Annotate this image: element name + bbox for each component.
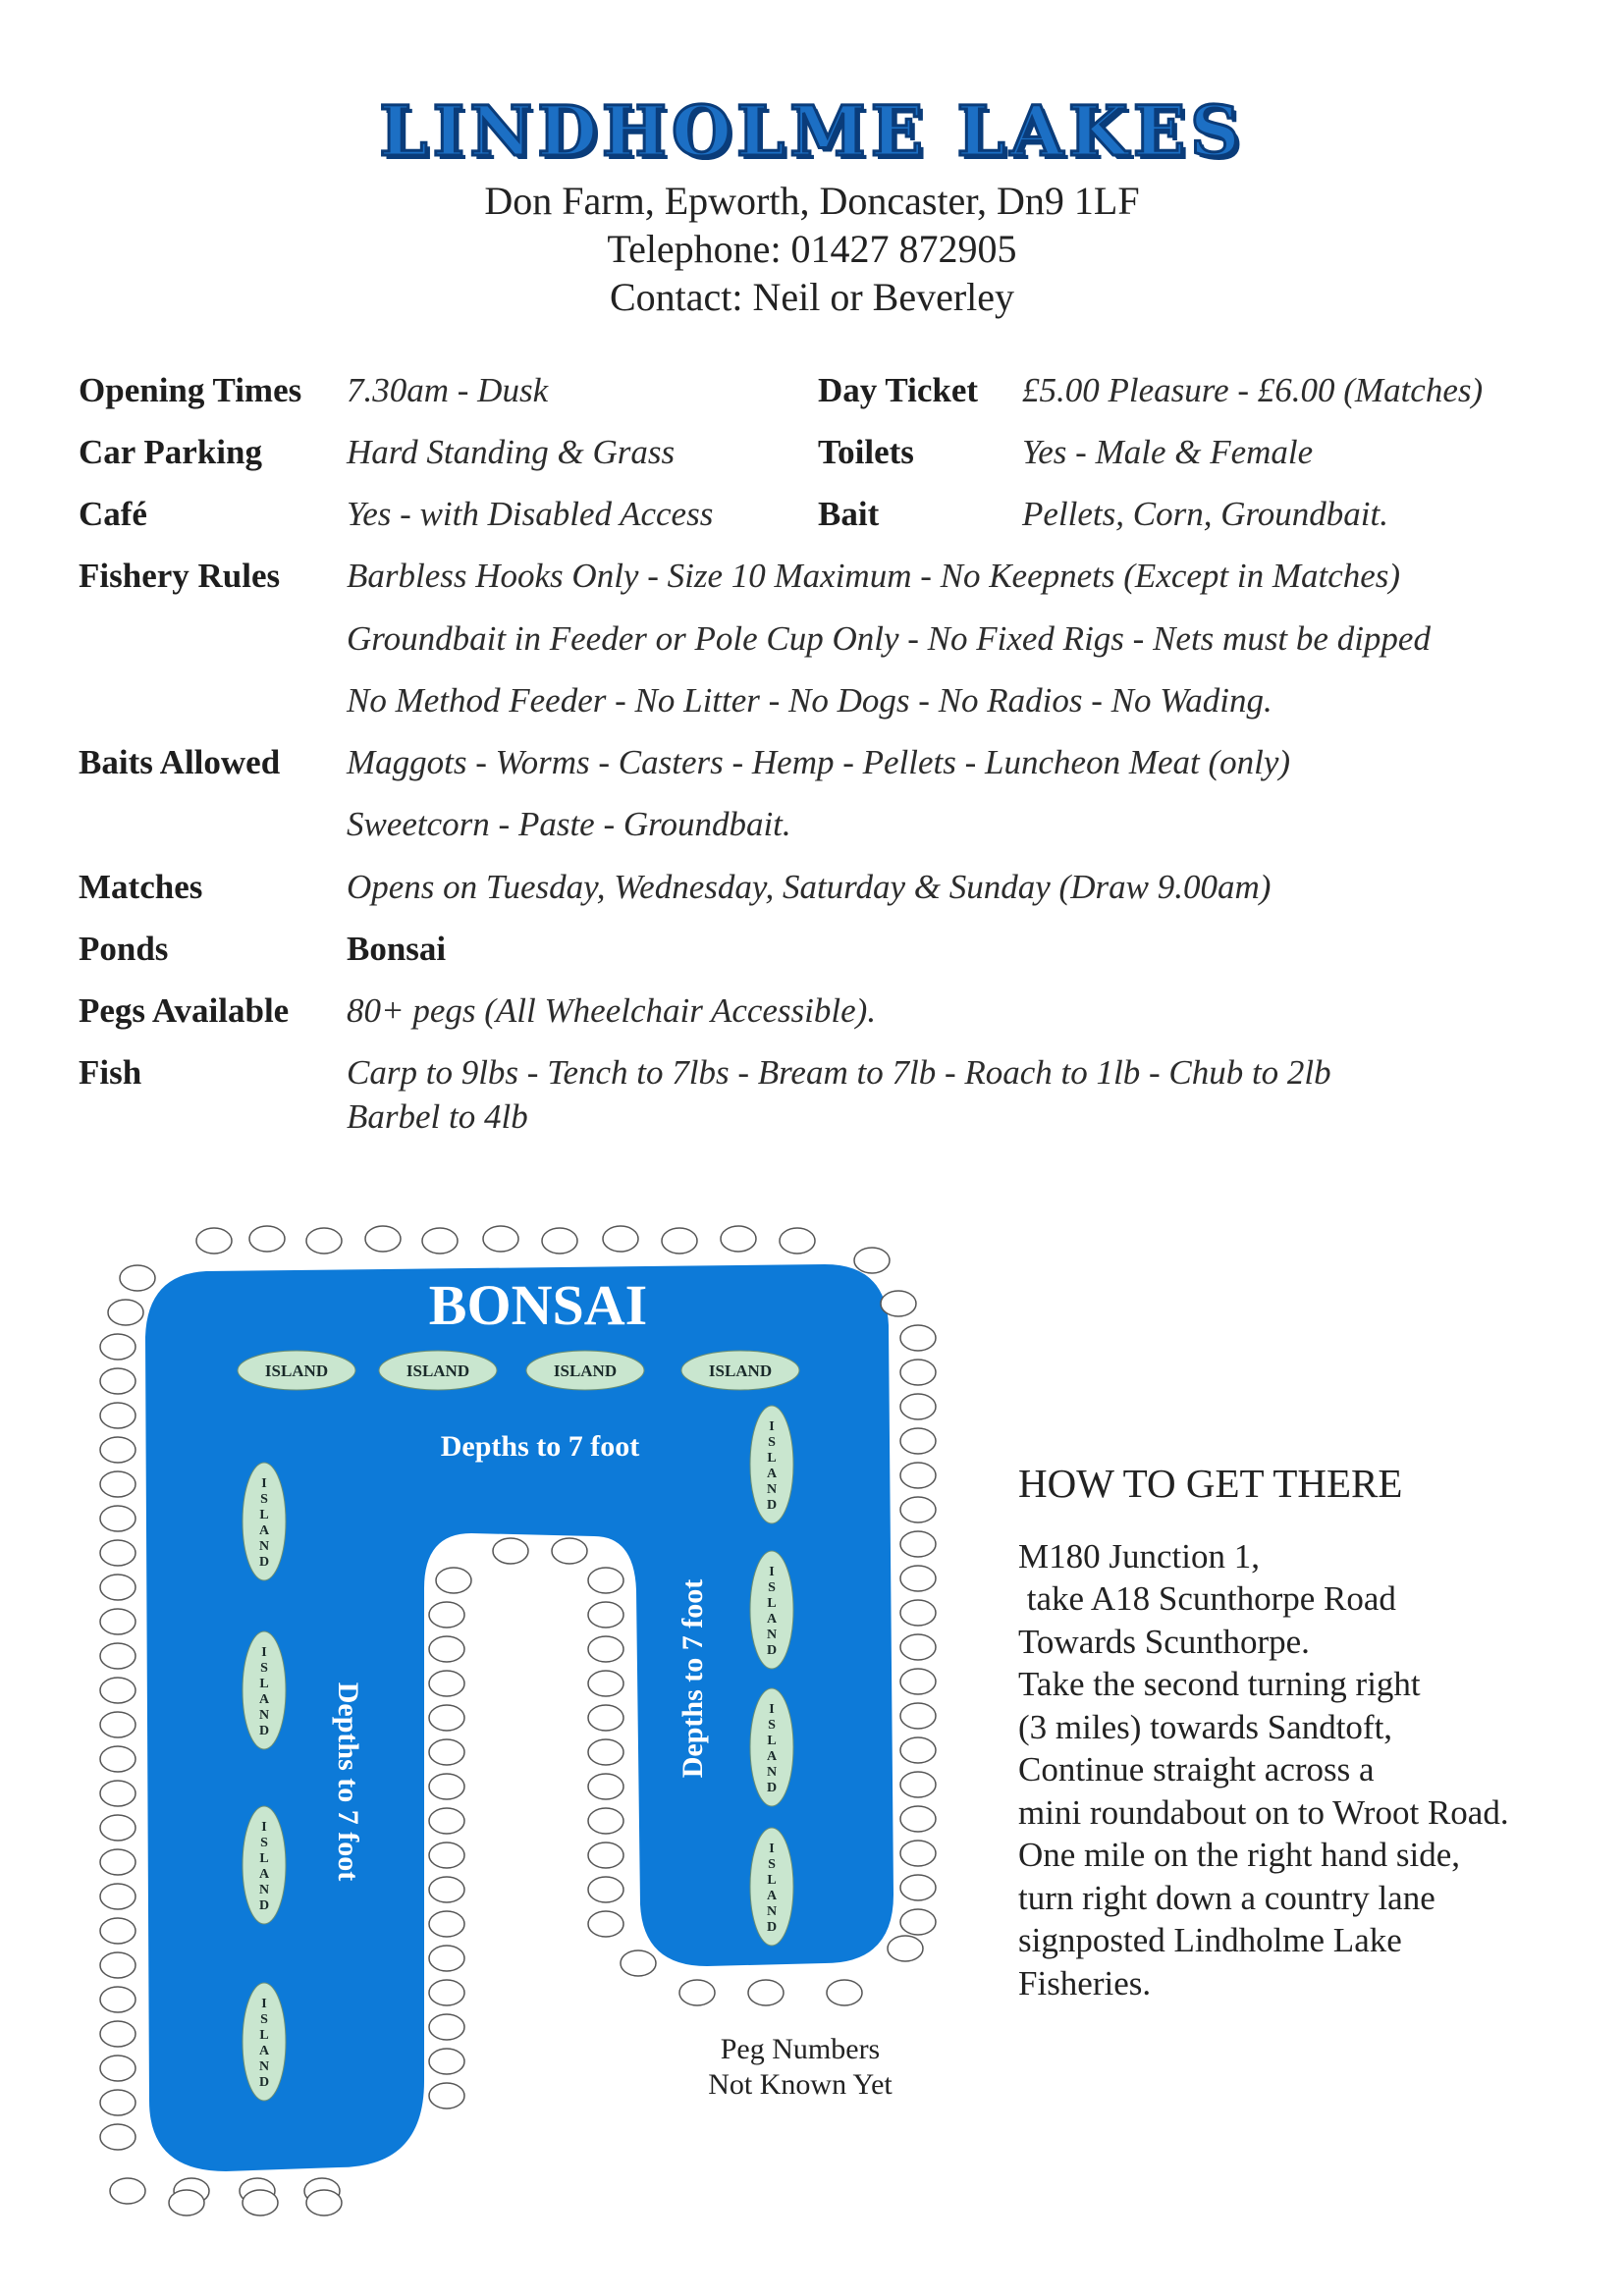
island-label-letter: N (258, 1883, 270, 1897)
address-line: Don Farm, Epworth, Doncaster, Dn9 1LF (484, 179, 1140, 223)
directions-block (1018, 1463, 1509, 2004)
island-label-letter: A (766, 1889, 778, 1903)
peg-marker (900, 1703, 936, 1729)
peg-marker (196, 1228, 232, 1254)
island-label-letter: N (258, 1708, 270, 1723)
peg-marker (249, 1226, 285, 1252)
peg-marker (588, 1636, 623, 1662)
island-label-letter: D (258, 2075, 270, 2090)
pegs-available-label: Pegs Available (79, 991, 290, 1030)
peg-marker (588, 1808, 623, 1834)
island (750, 1828, 793, 1946)
island-label-letter: N (766, 1765, 778, 1780)
peg-marker (900, 1428, 936, 1454)
peg-marker (588, 1739, 623, 1765)
island-label-letter: N (258, 2059, 270, 2074)
peg-marker (429, 1774, 464, 1799)
peg-marker (100, 1643, 135, 1669)
peg-marker (900, 1600, 936, 1626)
peg-marker (854, 1248, 890, 1273)
peg-marker (552, 1538, 587, 1564)
depth-label: Depths to 7 foot (332, 1682, 364, 1882)
peg-marker (900, 1531, 936, 1557)
peg-marker (100, 1575, 135, 1600)
peg-marker (588, 1568, 623, 1593)
directions-line: turn right down a country lane (1018, 1878, 1435, 1917)
peg-marker (900, 1669, 936, 1694)
peg-marker (436, 1568, 471, 1593)
island-label-letter: A (258, 1692, 270, 1707)
peg-marker (100, 1437, 135, 1463)
ponds-label: Ponds (79, 930, 169, 968)
island-label-letter: D (258, 1555, 270, 1570)
page-title: LINDHOLME LAKES (379, 90, 1245, 172)
peg-marker (429, 1705, 464, 1731)
peg-marker (588, 1911, 623, 1937)
peg-marker (483, 1226, 518, 1252)
peg-marker (429, 1636, 464, 1662)
peg-marker (306, 2190, 342, 2216)
island-label-letter: N (766, 1482, 778, 1497)
island-label-letter: I (261, 1645, 267, 1660)
island (681, 1351, 799, 1390)
island-label-letter: I (769, 1565, 775, 1579)
peg-marker (900, 1634, 936, 1660)
directions-line: Towards Scunthorpe. (1018, 1622, 1310, 1661)
pond-name: BONSAI (428, 1273, 648, 1337)
peg-marker (900, 1394, 936, 1419)
island-label-letter: I (261, 1476, 267, 1491)
island-label-letter: S (260, 1492, 268, 1507)
peg-marker (588, 1774, 623, 1799)
peg-marker (243, 2190, 278, 2216)
island-label-letter: S (768, 1580, 776, 1595)
island-label-letter: D (766, 1781, 778, 1795)
peg-marker (100, 1471, 135, 1497)
pegs-available-value: 80+ pegs (All Wheelchair Accessible). (347, 991, 877, 1030)
peg-marker (306, 1228, 342, 1254)
matches-label: Matches (79, 868, 203, 906)
peg-marker (827, 1980, 862, 2005)
island (379, 1351, 497, 1390)
peg-marker (100, 1609, 135, 1634)
peg-marker (900, 1566, 936, 1591)
peg-marker (100, 2021, 135, 2047)
peg-marker (888, 1936, 923, 1961)
bait-value: Pellets, Corn, Groundbait. (1022, 495, 1389, 533)
fish-line: Barbel to 4lb (347, 1097, 528, 1136)
peg-marker (429, 2083, 464, 2109)
peg-marker (900, 1325, 936, 1351)
telephone-line: Telephone: 01427 872905 (607, 227, 1017, 271)
peg-marker (900, 1806, 936, 1832)
peg-marker (780, 1228, 815, 1254)
directions-line: take A18 Scunthorpe Road (1018, 1579, 1396, 1618)
directions-line: Continue straight across a (1018, 1750, 1375, 1789)
directions-line: mini roundabout on to Wroot Road. (1018, 1792, 1509, 1832)
island-label-letter: L (767, 1451, 777, 1466)
island-label-letter: S (260, 1661, 268, 1676)
car-parking-label: Car Parking (79, 433, 262, 471)
island-label-letter: D (766, 1643, 778, 1658)
baits-allowed-line: Maggots - Worms - Casters - Hemp - Pellets - Luncheon Meat (only) (347, 743, 1291, 781)
peg-marker (662, 1228, 697, 1254)
fishery-rules-line: No Method Feeder - No Litter - No Dogs - No Radios - No Wading. (347, 681, 1272, 720)
island-label-letter: A (258, 2044, 270, 2058)
island-label-letter: L (259, 1508, 269, 1522)
peg-marker (621, 1950, 656, 1976)
peg-marker (100, 1884, 135, 1909)
cafe-label: Café (79, 495, 147, 533)
peg-marker (100, 2124, 135, 2150)
peg-marker (429, 1602, 464, 1628)
island-label-letter: N (766, 1904, 778, 1919)
peg-marker (429, 1671, 464, 1696)
peg-note-line: Not Known Yet (708, 2068, 893, 2101)
peg-marker (588, 1602, 623, 1628)
directions-line: One mile on the right hand side, (1018, 1836, 1461, 1874)
peg-marker (169, 2190, 204, 2216)
peg-marker (110, 2178, 145, 2204)
island-label-letter: I (769, 1419, 775, 1434)
island-label-letter: L (767, 1873, 777, 1888)
island-label-letter: A (766, 1749, 778, 1764)
island (243, 1983, 286, 2101)
directions-line: signposted Lindholme Lake (1018, 1921, 1402, 1959)
peg-marker (603, 1226, 638, 1252)
directions-line: Fisheries. (1018, 1963, 1152, 2002)
island-label-letter: L (259, 1677, 269, 1691)
island (243, 1463, 286, 1580)
island-label-letter: I (261, 1820, 267, 1835)
island-label-letter: A (258, 1867, 270, 1882)
peg-marker (900, 1909, 936, 1935)
peg-marker (108, 1300, 143, 1325)
peg-marker (588, 1842, 623, 1868)
island-label: ISLAND (553, 1362, 618, 1380)
peg-marker (748, 1980, 784, 2005)
peg-marker (100, 1540, 135, 1566)
peg-marker (100, 1368, 135, 1394)
peg-marker (429, 2014, 464, 2040)
island-label-letter: A (258, 1523, 270, 1538)
peg-marker (100, 1987, 135, 2012)
island (750, 1551, 793, 1669)
island-label-letter: I (769, 1842, 775, 1856)
peg-marker (429, 1877, 464, 1902)
island-label-letter: S (260, 1836, 268, 1850)
peg-marker (429, 1808, 464, 1834)
island (526, 1351, 644, 1390)
island-label-letter: D (766, 1498, 778, 1513)
island-label-letter: S (260, 2012, 268, 2027)
island-label-letter: S (768, 1857, 776, 1872)
island-label-letter: N (766, 1628, 778, 1642)
peg-marker (422, 1228, 458, 1254)
peg-marker (100, 1918, 135, 1944)
island (750, 1406, 793, 1523)
island-label-letter: A (766, 1467, 778, 1481)
island-label-letter: N (258, 1539, 270, 1554)
peg-marker (588, 1671, 623, 1696)
island-label: ISLAND (264, 1362, 329, 1380)
peg-marker (493, 1538, 528, 1564)
fishery-rules-label: Fishery Rules (79, 557, 281, 595)
fishery-rules-line: Groundbait in Feeder or Pole Cup Only - No Fixed Rigs - Nets must be dipped (347, 619, 1431, 658)
peg-marker (900, 1463, 936, 1488)
peg-marker (881, 1291, 916, 1316)
depth-label: Depths to 7 foot (677, 1578, 709, 1779)
day-ticket-value: £5.00 Pleasure - £6.00 (Matches) (1022, 371, 1484, 409)
directions-line: (3 miles) towards Sandtoft, (1018, 1707, 1393, 1746)
peg-marker (429, 2049, 464, 2074)
peg-marker (429, 1980, 464, 2005)
island (243, 1806, 286, 1924)
opening-times-value: 7.30am - Dusk (347, 371, 549, 409)
island (750, 1688, 793, 1806)
toilets-label: Toilets (818, 433, 914, 471)
peg-marker (100, 1781, 135, 1806)
peg-marker (900, 1360, 936, 1385)
contact-line: Contact: Neil or Beverley (609, 275, 1015, 319)
peg-marker (100, 1746, 135, 1772)
directions-line: M180 Junction 1, (1018, 1536, 1260, 1575)
peg-marker (900, 1841, 936, 1866)
car-parking-value: Hard Standing & Grass (347, 433, 676, 471)
depth-label: Depths to 7 foot (440, 1430, 640, 1463)
peg-marker (100, 1815, 135, 1841)
peg-marker (429, 1911, 464, 1937)
peg-marker (365, 1226, 401, 1252)
peg-marker (900, 1772, 936, 1797)
peg-marker (542, 1228, 577, 1254)
directions-heading: HOW TO GET THERE (1018, 1461, 1403, 1506)
island-label-letter: I (261, 1997, 267, 2011)
peg-marker (100, 1506, 135, 1531)
toilets-value: Yes - Male & Female (1022, 433, 1314, 471)
baits-allowed-line: Sweetcorn - Paste - Groundbait. (347, 805, 791, 843)
peg-marker (900, 1737, 936, 1763)
peg-marker (100, 1952, 135, 1978)
bait-label: Bait (818, 495, 880, 533)
peg-marker (721, 1226, 756, 1252)
island-label-letter: I (769, 1702, 775, 1717)
peg-marker (588, 1877, 623, 1902)
peg-marker (900, 1875, 936, 1900)
island-label: ISLAND (708, 1362, 773, 1380)
island-label-letter: D (258, 1898, 270, 1913)
island-label-letter: L (767, 1596, 777, 1611)
peg-note-line: Peg Numbers (720, 2033, 881, 2065)
peg-marker (100, 1849, 135, 1875)
directions-line: Take the second turning right (1018, 1665, 1421, 1703)
peg-marker (429, 1946, 464, 1971)
cafe-value: Yes - with Disabled Access (347, 495, 714, 533)
island-label-letter: L (259, 1851, 269, 1866)
peg-marker (100, 1712, 135, 1737)
peg-numbers-note (677, 2032, 923, 2103)
peg-marker (100, 2056, 135, 2081)
island-label-letter: L (767, 1734, 777, 1748)
peg-marker (100, 1403, 135, 1428)
island-label-letter: A (766, 1612, 778, 1627)
matches-value: Opens on Tuesday, Wednesday, Saturday & Sunday (Draw 9.00am) (347, 868, 1272, 906)
fishery-rules-line: Barbless Hooks Only - Size 10 Maximum - No Keepnets (Except in Matches) (347, 557, 1401, 595)
peg-marker (100, 2090, 135, 2115)
peg-marker (588, 1705, 623, 1731)
peg-marker (429, 1739, 464, 1765)
fish-label: Fish (79, 1053, 142, 1092)
peg-marker (429, 1842, 464, 1868)
island-label: ISLAND (406, 1362, 470, 1380)
island-label-letter: S (768, 1718, 776, 1733)
island (243, 1631, 286, 1749)
island-label-letter: S (768, 1435, 776, 1450)
island-label-letter: D (258, 1724, 270, 1738)
peg-marker (100, 1334, 135, 1360)
opening-times-label: Opening Times (79, 371, 302, 409)
island (238, 1351, 355, 1390)
fish-line: Carp to 9lbs - Tench to 7lbs - Bream to 7lb - Roach to 1lb - Chub to 2lb (347, 1053, 1331, 1092)
island-label-letter: L (259, 2028, 269, 2043)
peg-marker (120, 1265, 155, 1291)
baits-allowed-label: Baits Allowed (79, 743, 281, 781)
peg-marker (900, 1497, 936, 1522)
ponds-value: Bonsai (347, 930, 447, 968)
peg-marker (100, 1678, 135, 1703)
contact-block (0, 177, 1624, 321)
island-label-letter: D (766, 1920, 778, 1935)
day-ticket-label: Day Ticket (818, 371, 979, 409)
peg-marker (679, 1980, 715, 2005)
